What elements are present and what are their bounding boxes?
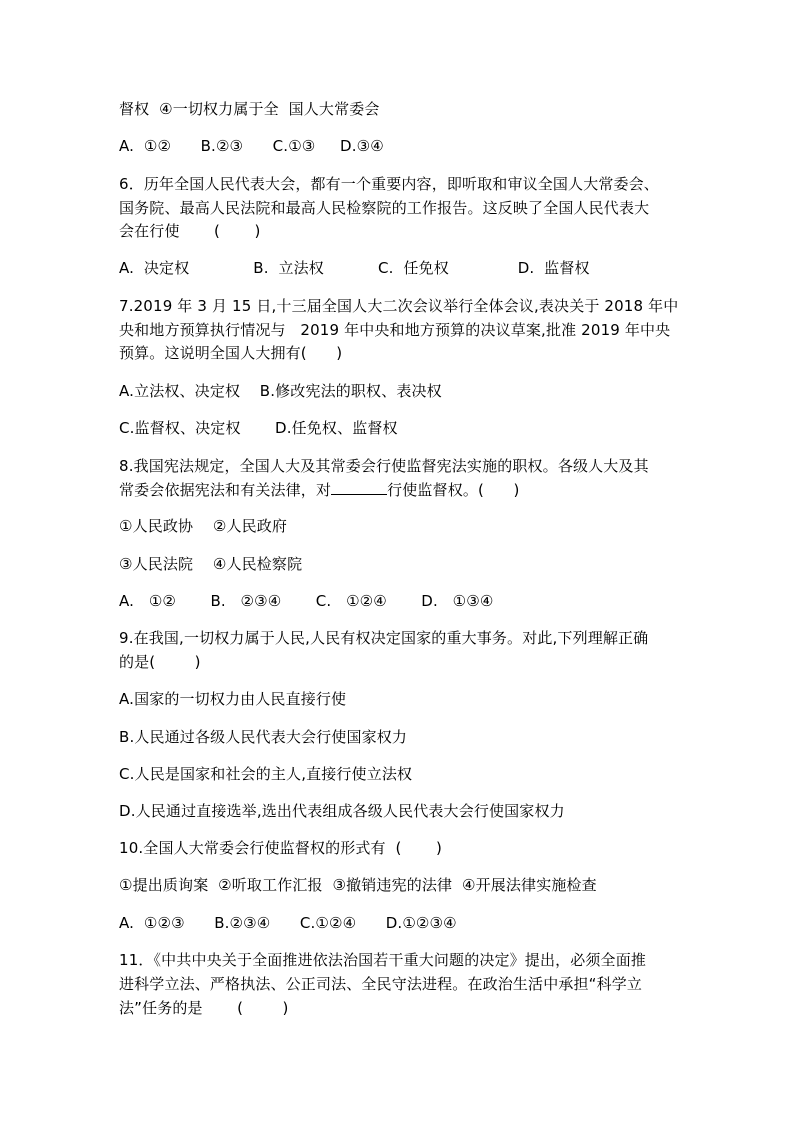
q8-stem-line2: [119, 480, 520, 500]
q8-items-34: ③人民法院 ④人民检察院: [119, 555, 303, 573]
q6-stem-line2: 国务院、最高人民法院和最高人民检察院的工作报告。这反映了全国人民代表大: [119, 199, 650, 217]
q11-stem-line1: 11．《中共中央关于全面推进依法治国若干重大问题的决定》提出，必须全面推: [119, 951, 646, 969]
q11-stem-line3: 法”任务的是 ( ): [119, 999, 289, 1017]
q8-stem-line2-pre: 常委会依据宪法和有关法律，对: [119, 481, 332, 499]
q9-stem-line1: 9.在我国,一切权力属于人民,人民有权决定国家的重大事务。对此,下列理解正确: [119, 629, 649, 647]
q7-stem-line2: 央和地方预算执行情况与 2019 年中央和地方预算的决议草案,批准 2019 年中央: [119, 321, 671, 339]
q8-options: A. ①② B. ②③④ C. ①②④ D. ①③④: [119, 592, 494, 610]
q9-option-b: B.人民通过各级人民代表大会行使国家权力: [119, 728, 408, 746]
q5-options: A. ①② B.②③ C.①③ D.③④: [119, 137, 384, 155]
q8-items-12: ①人民政协 ②人民政府: [119, 517, 288, 535]
q10-items: ①提出质询案 ②听取工作汇报 ③撤销违宪的法律 ④开展法律实施检查: [119, 876, 597, 894]
q9-option-c: C.人民是国家和社会的主人,直接行使立法权: [119, 765, 413, 783]
fill-in-blank: [331, 480, 387, 495]
q7-stem-line3: 预算。这说明全国人大拥有( ): [119, 344, 343, 362]
q6-options: A. 决定权 B. 立法权 C. 任免权 D. 监督权: [119, 259, 590, 277]
q5-stem-tail: 督权 ④一切权力属于全 国人大常委会: [119, 100, 380, 118]
q7-options-cd: C.监督权、决定权 D.任免权、监督权: [119, 419, 398, 437]
q6-stem-line1: 6．历年全国人民代表大会，都有一个重要内容，即听取和审议全国人大常委会、: [119, 175, 659, 193]
q11-stem-line2: 进科学立法、严格执法、公正司法、全民守法进程。在政治生活中承担“科学立: [119, 975, 643, 993]
q7-options-ab: A.立法权、决定权 B.修改宪法的职权、表决权: [119, 382, 442, 400]
q9-option-d: D.人民通过直接选举,选出代表组成各级人民代表大会行使国家权力: [119, 802, 565, 820]
q8-stem-line2-post: 行使监督权。( ): [387, 481, 520, 499]
q9-stem-line2: 的是( ): [119, 653, 201, 671]
q10-options: A. ①②③ B.②③④ C.①②④ D.①②③④: [119, 914, 457, 932]
q8-stem-line1: 8.我国宪法规定，全国人大及其常委会行使监督宪法实施的职权。各级人大及其: [119, 457, 649, 475]
q6-stem-line3: 会在行使 ( ): [119, 222, 261, 240]
q10-stem: 10.全国人大常委会行使监督权的形式有 ( ): [119, 839, 442, 857]
q7-stem-line1: 7.2019 年 3 月 15 日,十三届全国人大二次会议举行全体会议,表决关于 2018 年中: [119, 297, 679, 315]
q9-option-a: A.国家的一切权力由人民直接行使: [119, 690, 347, 708]
